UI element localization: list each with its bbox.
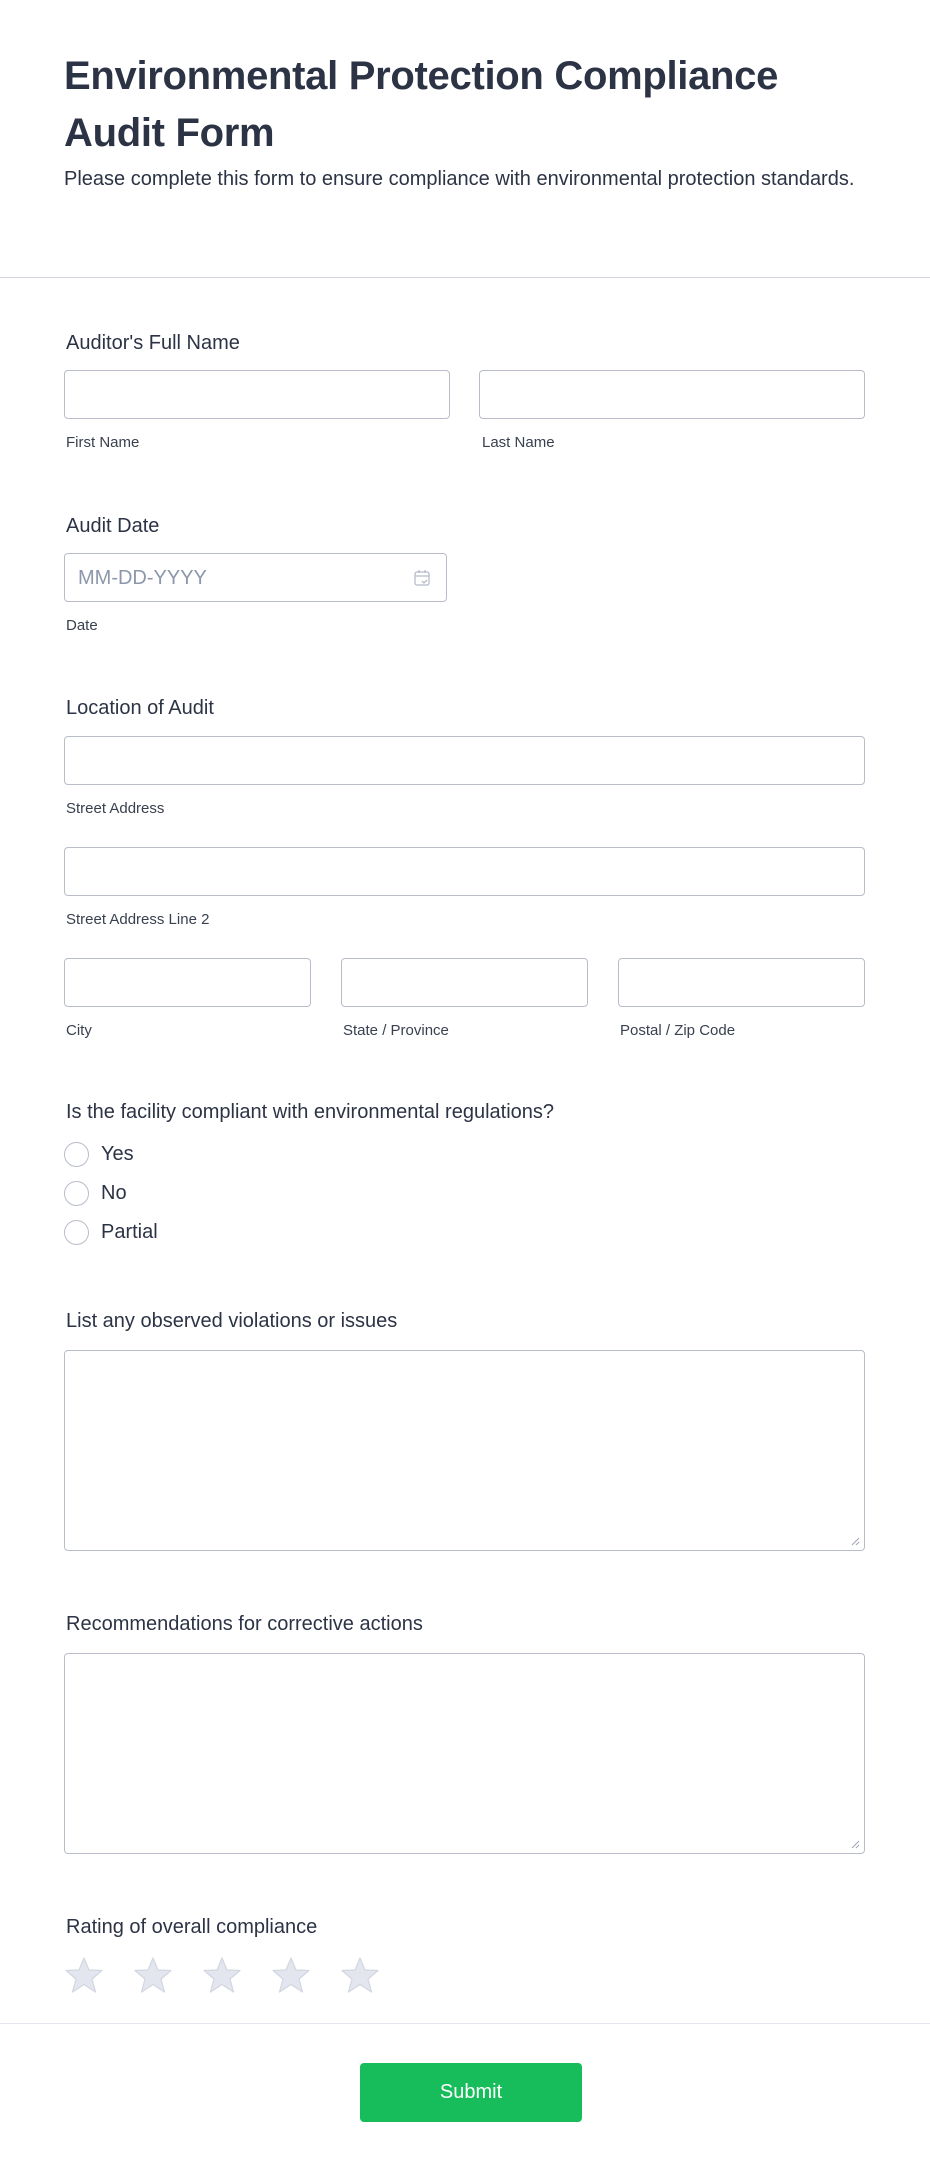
calendar-icon[interactable] bbox=[412, 568, 432, 588]
radio-option-partial[interactable] bbox=[64, 1218, 158, 1246]
star-icon[interactable] bbox=[202, 1955, 242, 1995]
radio-option-yes[interactable] bbox=[64, 1140, 134, 1168]
star-rating[interactable] bbox=[64, 1955, 409, 1995]
star-icon[interactable] bbox=[271, 1955, 311, 1995]
last-name-sublabel: Last Name bbox=[482, 434, 555, 451]
submit-button[interactable]: Submit bbox=[360, 2063, 582, 2122]
radio-partial[interactable] bbox=[64, 1220, 89, 1245]
radio-yes[interactable] bbox=[64, 1142, 89, 1167]
page-title: Environmental Protection Compliance Audit Form bbox=[64, 54, 779, 155]
city-input[interactable] bbox=[64, 958, 311, 1007]
last-name-input[interactable] bbox=[479, 370, 865, 419]
auditor-name-label: Auditor's Full Name bbox=[66, 332, 240, 354]
radio-no[interactable] bbox=[64, 1181, 89, 1206]
city-sublabel: City bbox=[66, 1022, 92, 1039]
location-label: Location of Audit bbox=[66, 697, 214, 719]
form-description: Please complete this form to ensure compliance with environmental protection standards. bbox=[64, 168, 855, 190]
resize-handle-icon[interactable] bbox=[850, 1839, 860, 1849]
radio-no-label[interactable]: No bbox=[101, 1181, 127, 1204]
audit-date-placeholder: MM-DD-YYYY bbox=[78, 567, 207, 589]
street-address-line2-sublabel: Street Address Line 2 bbox=[66, 911, 210, 928]
form-footer bbox=[0, 2023, 930, 2170]
radio-option-no[interactable] bbox=[64, 1179, 127, 1207]
rating-label: Rating of overall compliance bbox=[66, 1916, 318, 1938]
street-address-input[interactable] bbox=[64, 736, 865, 785]
audit-date-label: Audit Date bbox=[66, 515, 160, 537]
star-icon[interactable] bbox=[133, 1955, 173, 1995]
zip-sublabel: Postal / Zip Code bbox=[620, 1022, 736, 1039]
star-icon[interactable] bbox=[340, 1955, 380, 1995]
recommendations-textarea[interactable] bbox=[64, 1653, 865, 1854]
violations-label: List any observed violations or issues bbox=[66, 1310, 398, 1332]
first-name-sublabel: First Name bbox=[66, 434, 140, 451]
radio-yes-label[interactable]: Yes bbox=[101, 1142, 134, 1165]
date-sublabel: Date bbox=[66, 617, 98, 634]
street-address-line2-input[interactable] bbox=[64, 847, 865, 896]
compliant-label: Is the facility compliant with environmental regulations? bbox=[66, 1101, 555, 1123]
recommendations-label: Recommendations for corrective actions bbox=[66, 1613, 423, 1635]
form-header bbox=[0, 0, 930, 278]
violations-textarea[interactable] bbox=[64, 1350, 865, 1551]
state-sublabel: State / Province bbox=[343, 1022, 449, 1039]
zip-input[interactable] bbox=[618, 958, 865, 1007]
audit-date-input[interactable] bbox=[64, 553, 447, 602]
resize-handle-icon[interactable] bbox=[850, 1536, 860, 1546]
state-input[interactable] bbox=[341, 958, 588, 1007]
first-name-input[interactable] bbox=[64, 370, 450, 419]
street-address-sublabel: Street Address bbox=[66, 800, 165, 817]
radio-partial-label[interactable]: Partial bbox=[101, 1220, 158, 1243]
star-icon[interactable] bbox=[64, 1955, 104, 1995]
